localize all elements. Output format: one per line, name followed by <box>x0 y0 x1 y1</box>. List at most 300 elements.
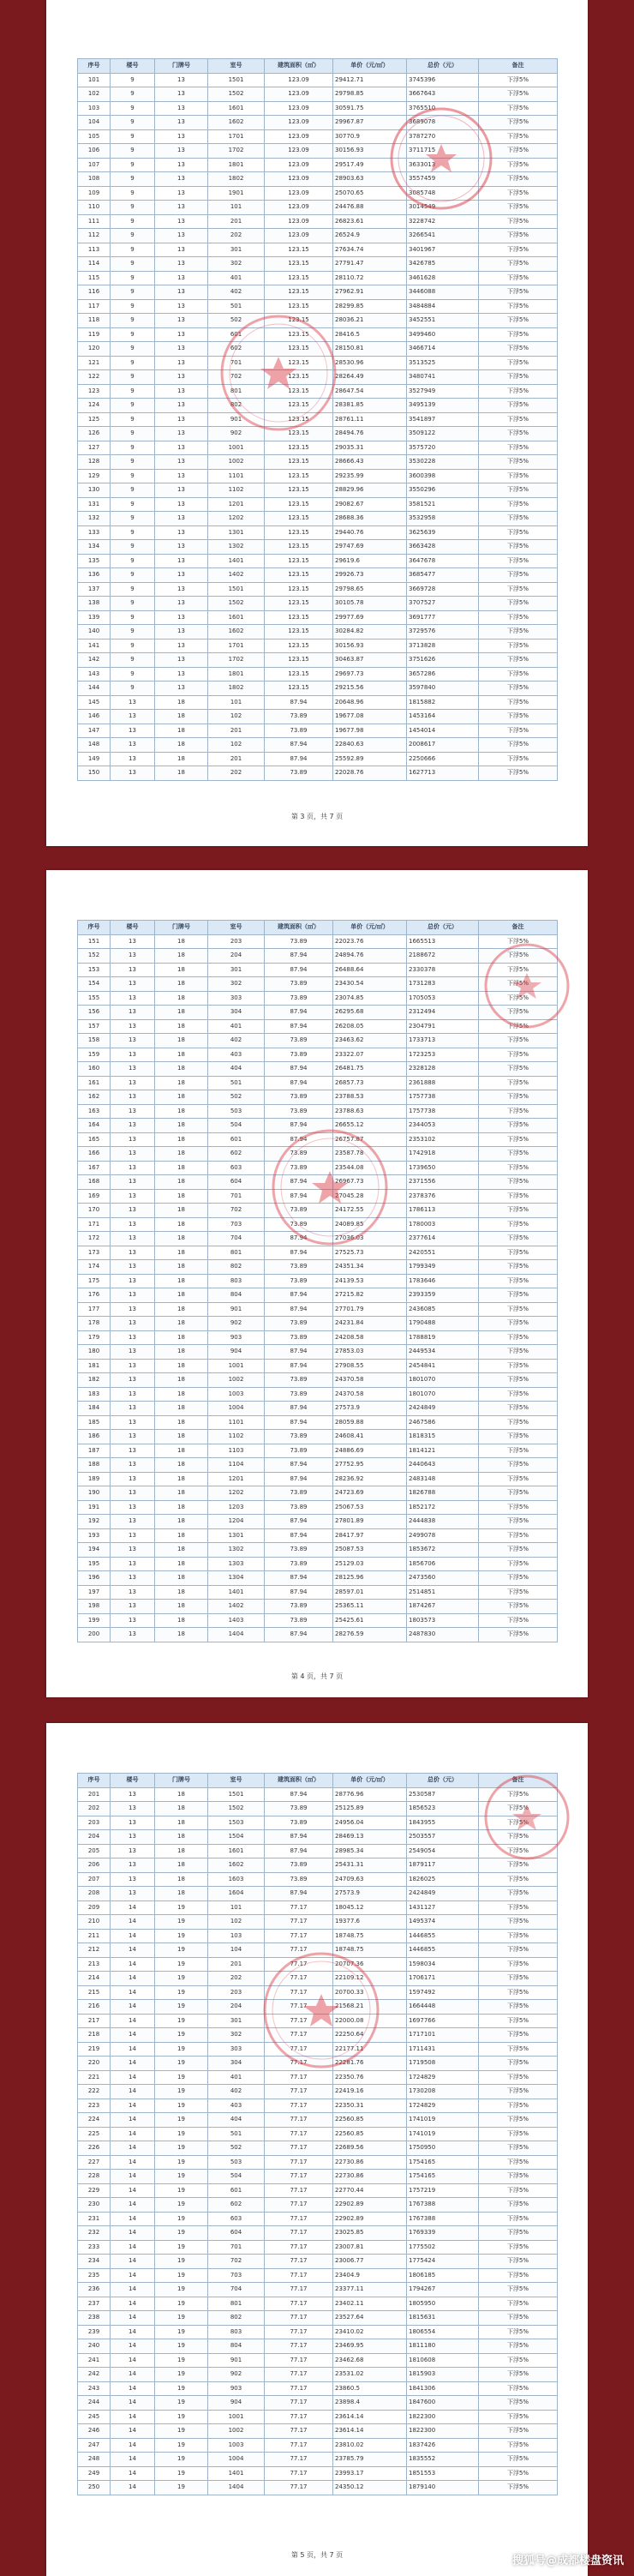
building-cell: 14 <box>111 2028 155 2043</box>
room-cell: 1003 <box>208 2438 265 2453</box>
serial-cell: 139 <box>78 610 111 625</box>
table-row <box>78 1486 558 1501</box>
door-number-cell: 19 <box>155 2396 208 2411</box>
unit-price-cell: 28110.72 <box>333 271 407 285</box>
unit-price-cell: 24350.12 <box>333 2481 407 2495</box>
door-number-cell: 18 <box>155 1062 208 1077</box>
building-cell: 13 <box>111 1444 155 1458</box>
remark-cell: 下浮5% <box>479 257 558 272</box>
area-cell: 77.17 <box>265 2381 333 2396</box>
building-cell: 9 <box>111 101 155 116</box>
room-cell: 1304 <box>208 1571 265 1586</box>
unit-price-cell: 24709.63 <box>333 1872 407 1887</box>
serial-cell: 173 <box>78 1246 111 1260</box>
area-cell: 77.17 <box>265 2113 333 2128</box>
door-number-cell: 19 <box>155 2170 208 2184</box>
remark-cell: 下浮5% <box>479 1787 558 1802</box>
table-row <box>78 667 558 682</box>
table-row <box>78 540 558 555</box>
building-cell: 14 <box>111 2155 155 2170</box>
table-row <box>78 455 558 470</box>
door-number-cell: 13 <box>155 229 208 243</box>
building-cell: 9 <box>111 469 155 483</box>
table-row <box>78 2325 558 2339</box>
total-price-cell: 1665513 <box>407 934 479 949</box>
unit-price-cell: 27701.79 <box>333 1302 407 1317</box>
room-cell: 701 <box>208 356 265 370</box>
building-cell: 13 <box>111 949 155 964</box>
total-price-cell: 1767388 <box>407 2212 479 2226</box>
serial-cell: 201 <box>78 1787 111 1802</box>
unit-price-cell: 22281.76 <box>333 2057 407 2071</box>
total-price-cell: 3085748 <box>407 186 479 201</box>
area-cell: 77.17 <box>265 2141 333 2156</box>
table-row <box>78 963 558 977</box>
room-cell: 403 <box>208 1048 265 1062</box>
serial-cell: 151 <box>78 934 111 949</box>
area-cell: 77.17 <box>265 2424 333 2439</box>
area-cell: 77.17 <box>265 2353 333 2368</box>
remark-cell: 下浮5% <box>479 1528 558 1543</box>
table-row <box>78 625 558 639</box>
building-cell: 14 <box>111 1943 155 1958</box>
door-number-cell: 13 <box>155 412 208 427</box>
building-cell: 9 <box>111 370 155 385</box>
room-cell: 1101 <box>208 1415 265 1430</box>
building-cell: 13 <box>111 1613 155 1628</box>
total-price-cell: 1775424 <box>407 2255 479 2269</box>
unit-price-cell: 28829.96 <box>333 483 407 498</box>
unit-price-cell: 23404.9 <box>333 2268 407 2283</box>
area-cell: 77.17 <box>265 2099 333 2113</box>
room-cell: 1004 <box>208 1402 265 1416</box>
remark-cell: 下浮5% <box>479 1430 558 1444</box>
remark-cell: 下浮5% <box>479 2325 558 2339</box>
building-cell: 14 <box>111 2283 155 2297</box>
serial-cell: 160 <box>78 1062 111 1077</box>
door-number-cell: 18 <box>155 1872 208 1887</box>
room-cell: 803 <box>208 2325 265 2339</box>
serial-cell: 149 <box>78 752 111 766</box>
door-number-cell: 19 <box>155 2240 208 2255</box>
area-cell: 87.94 <box>265 1415 333 1430</box>
unit-price-cell: 25070.65 <box>333 186 407 201</box>
serial-cell: 237 <box>78 2297 111 2311</box>
table-row <box>78 2170 558 2184</box>
table-row <box>78 1161 558 1175</box>
total-price-cell: 2353102 <box>407 1132 479 1147</box>
building-cell: 9 <box>111 158 155 172</box>
room-cell: 401 <box>208 2070 265 2085</box>
door-number-cell: 18 <box>155 1189 208 1204</box>
remark-cell: 下浮5% <box>479 1048 558 1062</box>
serial-cell: 161 <box>78 1076 111 1090</box>
serial-cell: 229 <box>78 2183 111 2198</box>
table-row <box>78 1217 558 1232</box>
area-cell: 77.17 <box>265 2000 333 2015</box>
table-row <box>78 1972 558 1986</box>
building-cell: 13 <box>111 710 155 724</box>
unit-price-cell: 24476.88 <box>333 201 407 215</box>
area-cell: 123.15 <box>265 412 333 427</box>
door-number-cell: 19 <box>155 2057 208 2071</box>
table-row <box>78 2424 558 2439</box>
area-cell: 87.94 <box>265 1830 333 1845</box>
area-cell: 123.15 <box>265 427 333 441</box>
total-price-cell: 1741019 <box>407 2127 479 2141</box>
serial-cell: 199 <box>78 1613 111 1628</box>
building-cell: 9 <box>111 412 155 427</box>
area-cell: 87.94 <box>265 1472 333 1486</box>
room-cell: 1004 <box>208 2453 265 2467</box>
remark-cell: 下浮5% <box>479 738 558 753</box>
remark-cell: 下浮5% <box>479 1345 558 1360</box>
door-number-cell: 18 <box>155 1486 208 1501</box>
remark-cell: 下浮5% <box>479 2481 558 2495</box>
building-cell: 14 <box>111 2438 155 2453</box>
table-row <box>78 752 558 766</box>
area-cell: 73.89 <box>265 1613 333 1628</box>
unit-price-cell: 22023.76 <box>333 934 407 949</box>
building-cell: 14 <box>111 2042 155 2057</box>
serial-cell: 128 <box>78 455 111 470</box>
door-number-cell: 18 <box>155 1802 208 1816</box>
remark-cell: 下浮5% <box>479 1571 558 1586</box>
door-number-cell: 18 <box>155 1034 208 1048</box>
remark-cell: 下浮5% <box>479 214 558 229</box>
room-cell: 701 <box>208 1189 265 1204</box>
remark-cell: 下浮5% <box>479 1161 558 1175</box>
serial-cell: 236 <box>78 2283 111 2297</box>
total-price-cell: 1801070 <box>407 1387 479 1402</box>
column-header: 单价（元/㎡） <box>333 921 407 935</box>
serial-cell: 121 <box>78 356 111 370</box>
room-cell: 103 <box>208 1929 265 1943</box>
serial-cell: 169 <box>78 1189 111 1204</box>
remark-cell: 下浮5% <box>479 2396 558 2411</box>
room-cell: 804 <box>208 1288 265 1303</box>
serial-cell: 227 <box>78 2155 111 2170</box>
unit-price-cell: 24723.69 <box>333 1486 407 1501</box>
area-cell: 123.09 <box>265 101 333 116</box>
building-cell: 13 <box>111 1246 155 1260</box>
door-number-cell: 19 <box>155 2000 208 2015</box>
building-cell: 13 <box>111 1090 155 1105</box>
door-number-cell: 13 <box>155 314 208 328</box>
remark-cell: 下浮5% <box>479 2453 558 2467</box>
unit-price-cell: 18045.12 <box>333 1900 407 1915</box>
room-cell: 1301 <box>208 525 265 540</box>
serial-cell: 147 <box>78 724 111 738</box>
door-number-cell: 13 <box>155 356 208 370</box>
room-cell: 1001 <box>208 441 265 455</box>
column-header: 室号 <box>208 1774 265 1788</box>
serial-cell: 102 <box>78 87 111 102</box>
building-cell: 13 <box>111 1345 155 1360</box>
remark-cell: 下浮5% <box>479 1274 558 1288</box>
door-number-cell: 19 <box>155 1900 208 1915</box>
building-cell: 13 <box>111 1119 155 1133</box>
room-cell: 1202 <box>208 512 265 526</box>
area-cell: 87.94 <box>265 1528 333 1543</box>
room-cell: 1502 <box>208 597 265 611</box>
room-cell: 401 <box>208 1019 265 1034</box>
serial-cell: 159 <box>78 1048 111 1062</box>
unit-price-cell: 28236.92 <box>333 1472 407 1486</box>
unit-price-cell: 25592.89 <box>333 752 407 766</box>
room-cell: 1103 <box>208 1444 265 1458</box>
area-cell: 123.09 <box>265 229 333 243</box>
table-row <box>78 582 558 597</box>
unit-price-cell: 24172.55 <box>333 1204 407 1218</box>
unit-price-cell: 22177.11 <box>333 2042 407 2057</box>
building-cell: 14 <box>111 2226 155 2241</box>
room-cell: 504 <box>208 1119 265 1133</box>
total-price-cell: 2440643 <box>407 1458 479 1473</box>
table-row <box>78 1232 558 1246</box>
serial-cell: 150 <box>78 766 111 781</box>
unit-price-cell: 24608.41 <box>333 1430 407 1444</box>
area-cell: 77.17 <box>265 2325 333 2339</box>
total-price-cell: 2449534 <box>407 1345 479 1360</box>
door-number-cell: 13 <box>155 568 208 583</box>
unit-price-cell: 20707.36 <box>333 1957 407 1972</box>
area-cell: 73.89 <box>265 1090 333 1105</box>
remark-cell: 下浮5% <box>479 73 558 87</box>
remark-cell: 下浮5% <box>479 144 558 159</box>
area-cell: 77.17 <box>265 1943 333 1958</box>
building-cell: 9 <box>111 342 155 357</box>
area-cell: 123.15 <box>265 497 333 512</box>
remark-cell: 下浮5% <box>479 1119 558 1133</box>
remark-cell: 下浮5% <box>479 1387 558 1402</box>
column-header: 序号 <box>78 59 111 74</box>
unit-price-cell: 30463.87 <box>333 653 407 668</box>
total-price-cell: 3466714 <box>407 342 479 357</box>
unit-price-cell: 24894.76 <box>333 949 407 964</box>
area-cell: 77.17 <box>265 2070 333 2085</box>
total-price-cell: 1754165 <box>407 2170 479 2184</box>
door-number-cell: 18 <box>155 738 208 753</box>
door-number-cell: 18 <box>155 1500 208 1515</box>
door-number-cell: 18 <box>155 1600 208 1614</box>
remark-cell: 下浮5% <box>479 554 558 568</box>
area-cell: 123.15 <box>265 597 333 611</box>
serial-cell: 222 <box>78 2085 111 2099</box>
remark-cell: 下浮5% <box>479 582 558 597</box>
building-cell: 13 <box>111 1204 155 1218</box>
building-cell: 14 <box>111 1915 155 1930</box>
serial-cell: 197 <box>78 1585 111 1600</box>
table-row <box>78 525 558 540</box>
door-number-cell: 18 <box>155 1444 208 1458</box>
building-cell: 13 <box>111 1585 155 1600</box>
unit-price-cell: 26857.73 <box>333 1076 407 1090</box>
remark-cell: 下浮5% <box>479 1844 558 1858</box>
table-row <box>78 2466 558 2481</box>
table-row <box>78 639 558 653</box>
column-header: 总价（元） <box>407 59 479 74</box>
unit-price-cell: 20648.96 <box>333 695 407 710</box>
room-cell: 604 <box>208 1175 265 1190</box>
building-cell: 13 <box>111 1872 155 1887</box>
remark-cell: 下浮5% <box>479 1929 558 1943</box>
total-price-cell: 3401967 <box>407 243 479 257</box>
area-cell: 87.94 <box>265 1571 333 1586</box>
door-number-cell: 18 <box>155 1585 208 1600</box>
room-cell: 102 <box>208 1915 265 1930</box>
door-number-cell: 13 <box>155 73 208 87</box>
door-number-cell: 18 <box>155 1090 208 1105</box>
remark-cell: 下浮5% <box>479 2410 558 2424</box>
area-cell: 87.94 <box>265 1345 333 1360</box>
serial-cell: 103 <box>78 101 111 116</box>
serial-cell: 104 <box>78 116 111 130</box>
unit-price-cell: 29440.76 <box>333 525 407 540</box>
total-price-cell: 1627713 <box>407 766 479 781</box>
door-number-cell: 13 <box>155 512 208 526</box>
building-cell: 9 <box>111 497 155 512</box>
building-cell: 14 <box>111 2424 155 2439</box>
table-row <box>78 1528 558 1543</box>
door-number-cell: 18 <box>155 1816 208 1830</box>
building-cell: 13 <box>111 766 155 781</box>
area-cell: 123.15 <box>265 314 333 328</box>
remark-cell: 下浮5% <box>479 1246 558 1260</box>
door-number-cell: 19 <box>155 1957 208 1972</box>
serial-cell: 106 <box>78 144 111 159</box>
door-number-cell: 13 <box>155 582 208 597</box>
serial-cell: 244 <box>78 2396 111 2411</box>
room-cell: 603 <box>208 2212 265 2226</box>
unit-price-cell: 22419.16 <box>333 2085 407 2099</box>
area-cell: 87.94 <box>265 1515 333 1529</box>
area-cell: 77.17 <box>265 2255 333 2269</box>
unit-price-cell: 23025.85 <box>333 2226 407 2241</box>
remark-cell: 下浮5% <box>479 710 558 724</box>
serial-cell: 117 <box>78 299 111 314</box>
room-cell: 503 <box>208 2155 265 2170</box>
room-cell: 901 <box>208 2353 265 2368</box>
serial-cell: 247 <box>78 2438 111 2453</box>
door-number-cell: 18 <box>155 934 208 949</box>
room-cell: 704 <box>208 1232 265 1246</box>
serial-cell: 233 <box>78 2240 111 2255</box>
serial-cell: 112 <box>78 229 111 243</box>
remark-cell: 下浮5% <box>479 540 558 555</box>
door-number-cell: 13 <box>155 497 208 512</box>
serial-cell: 203 <box>78 1816 111 1830</box>
area-cell: 87.94 <box>265 752 333 766</box>
unit-price-cell: 24956.04 <box>333 1816 407 1830</box>
area-cell: 77.17 <box>265 2481 333 2495</box>
total-price-cell: 2514851 <box>407 1585 479 1600</box>
serial-cell: 143 <box>78 667 111 682</box>
building-cell: 9 <box>111 483 155 498</box>
unit-price-cell: 24139.53 <box>333 1274 407 1288</box>
total-price-cell: 3685477 <box>407 568 479 583</box>
area-cell: 77.17 <box>265 1929 333 1943</box>
room-cell: 1402 <box>208 568 265 583</box>
total-price-cell: 1598034 <box>407 1957 479 1972</box>
area-cell: 77.17 <box>265 2453 333 2467</box>
remark-cell: 下浮5% <box>479 1486 558 1501</box>
door-number-cell: 13 <box>155 257 208 272</box>
remark-cell: 下浮5% <box>479 243 558 257</box>
building-cell: 13 <box>111 1858 155 1873</box>
room-cell: 1104 <box>208 1458 265 1473</box>
serial-cell: 205 <box>78 1844 111 1858</box>
table-row <box>78 1929 558 1943</box>
serial-cell: 249 <box>78 2466 111 2481</box>
table-row <box>78 1458 558 1473</box>
table-header-row <box>78 59 558 74</box>
serial-cell: 141 <box>78 639 111 653</box>
table-row <box>78 101 558 116</box>
remark-cell: 下浮5% <box>479 695 558 710</box>
remark-cell: 下浮5% <box>479 1985 558 2000</box>
serial-cell: 241 <box>78 2353 111 2368</box>
area-cell: 77.17 <box>265 1900 333 1915</box>
total-price-cell: 1717101 <box>407 2028 479 2043</box>
area-cell: 87.94 <box>265 1288 333 1303</box>
room-cell: 201 <box>208 214 265 229</box>
total-price-cell: 1835552 <box>407 2453 479 2467</box>
room-cell: 1401 <box>208 1585 265 1600</box>
remark-cell: 下浮5% <box>479 1317 558 1331</box>
table-row <box>78 314 558 328</box>
door-number-cell: 18 <box>155 1006 208 1020</box>
unit-price-cell: 28985.34 <box>333 1844 407 1858</box>
door-number-cell: 19 <box>155 2297 208 2311</box>
area-cell: 87.94 <box>265 1019 333 1034</box>
building-cell: 9 <box>111 568 155 583</box>
door-number-cell: 13 <box>155 625 208 639</box>
remark-cell: 下浮5% <box>479 455 558 470</box>
serial-cell: 126 <box>78 427 111 441</box>
total-price-cell: 1815903 <box>407 2368 479 2382</box>
total-price-cell: 1775502 <box>407 2240 479 2255</box>
area-cell: 73.89 <box>265 1373 333 1388</box>
table-row <box>78 1302 558 1317</box>
column-header: 楼号 <box>111 921 155 935</box>
building-cell: 9 <box>111 327 155 342</box>
table-row <box>78 73 558 87</box>
building-cell: 13 <box>111 724 155 738</box>
room-cell: 1001 <box>208 2410 265 2424</box>
unit-price-cell: 22902.89 <box>333 2198 407 2213</box>
total-price-cell: 1811180 <box>407 2339 479 2354</box>
serial-cell: 163 <box>78 1104 111 1119</box>
room-cell: 302 <box>208 257 265 272</box>
table-row <box>78 991 558 1006</box>
serial-cell: 136 <box>78 568 111 583</box>
door-number-cell: 19 <box>155 2085 208 2099</box>
area-cell: 87.94 <box>265 1006 333 1020</box>
unit-price-cell: 28036.21 <box>333 314 407 328</box>
serial-cell: 124 <box>78 399 111 413</box>
table-row <box>78 2240 558 2255</box>
total-price-cell: 2312494 <box>407 1006 479 1020</box>
unit-price-cell: 29747.69 <box>333 540 407 555</box>
room-cell: 1502 <box>208 87 265 102</box>
door-number-cell: 18 <box>155 1858 208 1873</box>
unit-price-cell: 22730.86 <box>333 2155 407 2170</box>
remark-cell: 下浮5% <box>479 1062 558 1077</box>
total-price-cell: 1731283 <box>407 977 479 992</box>
table-row <box>78 653 558 668</box>
remark-cell: 下浮5% <box>479 1330 558 1345</box>
